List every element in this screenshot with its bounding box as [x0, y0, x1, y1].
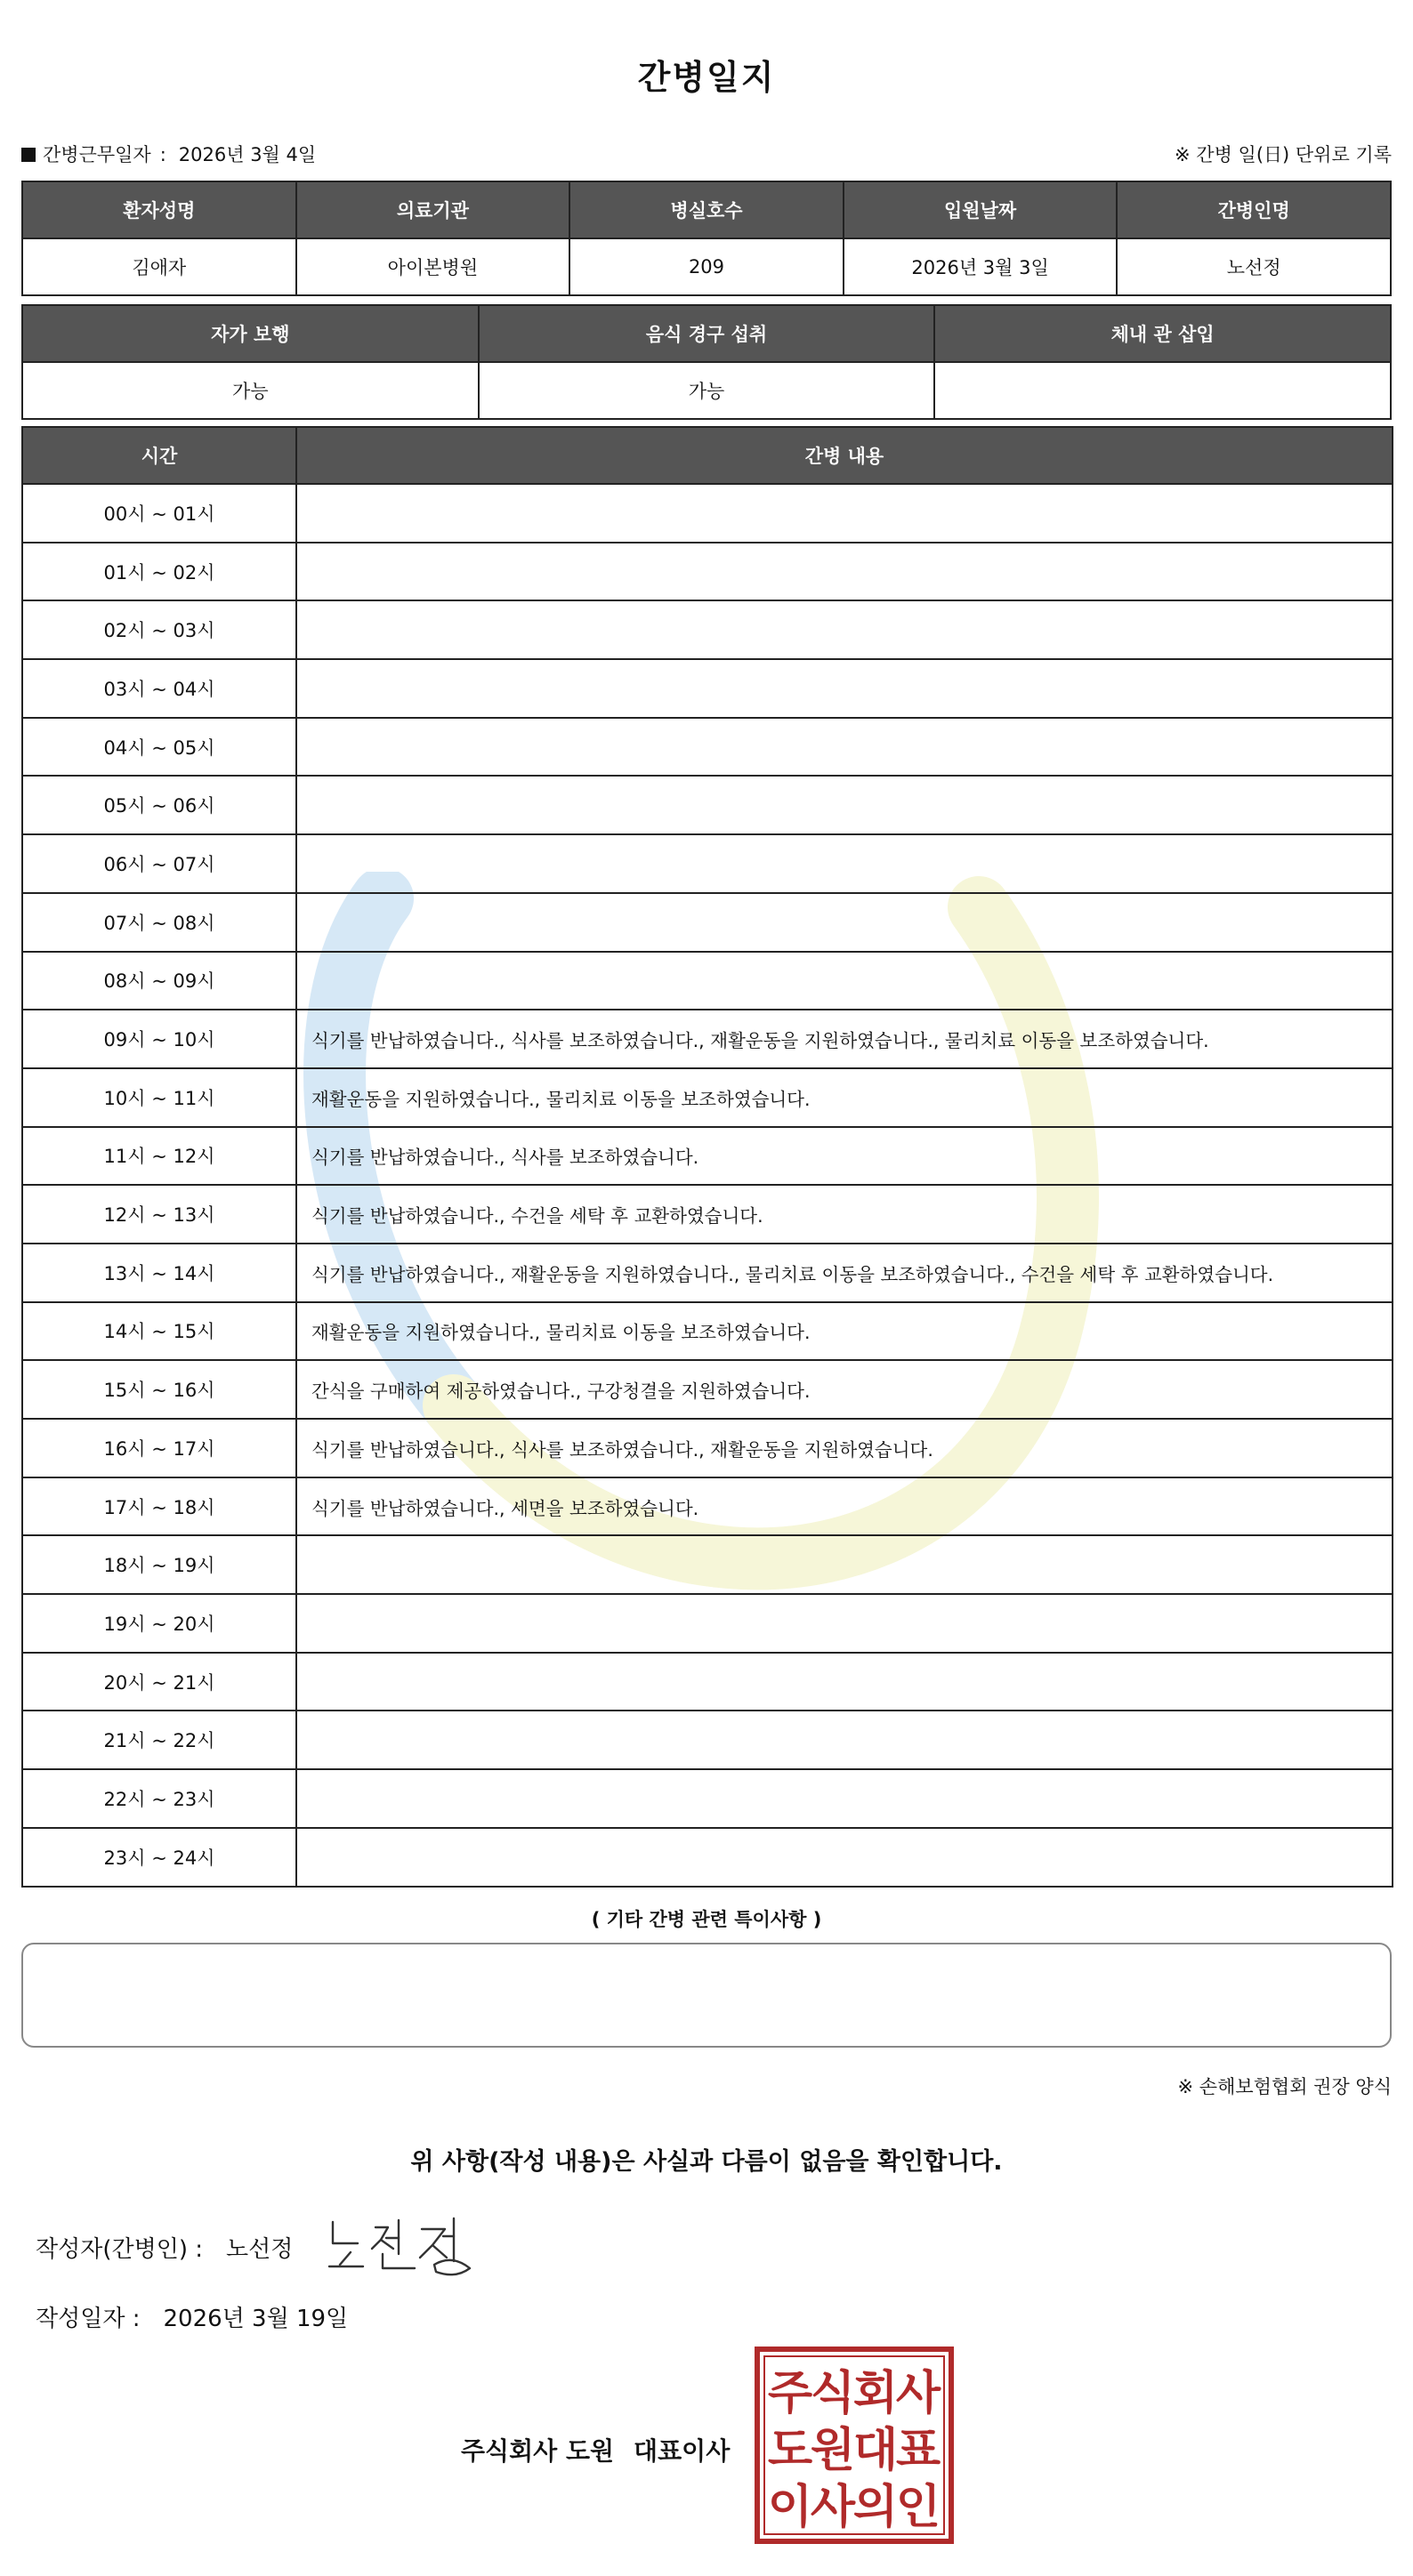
header-self-walking: 자가 보행 — [22, 305, 479, 362]
institution-name: 아이본병원 — [296, 238, 570, 295]
care-log-content — [296, 600, 1393, 659]
care-log-row — [22, 834, 1393, 893]
care-log-time: 02시 ~ 03시 — [22, 600, 296, 659]
seal-char: 인 — [895, 2481, 941, 2534]
care-log-content — [296, 893, 1393, 952]
seal-char: 표 — [895, 2424, 941, 2477]
care-log-row — [22, 543, 1393, 601]
header-time: 시간 — [22, 427, 296, 484]
writer-name: 노선정 — [226, 2236, 294, 2263]
care-log-time: 13시 ~ 14시 — [22, 1244, 296, 1302]
care-log-rows — [22, 484, 1393, 1887]
care-log-content: 재활운동을 지원하였습니다., 물리치료 이동을 보조하였습니다. — [296, 1068, 1393, 1127]
care-log-time: 01시 ~ 02시 — [22, 543, 296, 601]
care-log-content — [296, 1653, 1393, 1711]
seal-char: 대 — [852, 2424, 899, 2477]
care-log-time: 12시 ~ 13시 — [22, 1185, 296, 1244]
header-tube-insertion: 체내 관 삽입 — [934, 305, 1391, 362]
care-log-row — [22, 1535, 1393, 1594]
confirmation-statement: 위 사항(작성 내용)은 사실과 다름이 없음을 확인합니다. — [410, 2148, 1003, 2176]
care-log-content — [296, 834, 1393, 893]
header-care-content: 간병 내용 — [296, 427, 1393, 484]
write-date-label: 작성일자 : — [36, 2306, 141, 2332]
seal-char: 의 — [852, 2481, 899, 2534]
care-log-row — [22, 600, 1393, 659]
write-date-value: 2026년 3월 19일 — [163, 2306, 349, 2332]
care-log-time: 04시 ~ 05시 — [22, 718, 296, 777]
care-log-content: 식기를 반납하였습니다., 수건을 세탁 후 교환하였습니다. — [296, 1185, 1393, 1244]
special-notes-box — [21, 1943, 1392, 2048]
patient-table-value-row — [22, 238, 1391, 295]
info-row — [21, 141, 1392, 167]
care-log-time: 18시 ~ 19시 — [22, 1535, 296, 1594]
patient-table-header-row — [22, 181, 1391, 238]
status-table — [21, 304, 1392, 420]
care-log-time: 15시 ~ 16시 — [22, 1360, 296, 1419]
write-date-line — [36, 2300, 348, 2333]
care-log-row — [22, 952, 1393, 1010]
self-walking-value: 가능 — [22, 362, 479, 419]
care-log-content — [296, 718, 1393, 777]
record-unit-note: ※ 간병 일(日) 단위로 기록 — [1175, 144, 1392, 165]
admission-date: 2026년 3월 3일 — [844, 238, 1118, 295]
care-date-separator: : — [159, 144, 166, 165]
care-log-time: 22시 ~ 23시 — [22, 1769, 296, 1828]
care-log-time: 16시 ~ 17시 — [22, 1419, 296, 1477]
care-log-header-row — [22, 427, 1393, 484]
care-log-row — [22, 1127, 1393, 1186]
care-log-row — [22, 776, 1393, 834]
care-log-row — [22, 1010, 1393, 1068]
care-log-time: 05시 ~ 06시 — [22, 776, 296, 834]
care-log-row — [22, 484, 1393, 543]
care-log-table — [21, 426, 1393, 1888]
association-form-note: ※ 손해보험협회 권장 양식 — [1177, 2076, 1392, 2097]
care-log-row — [22, 1828, 1393, 1887]
care-log-time: 03시 ~ 04시 — [22, 659, 296, 718]
special-notes-title: ( 기타 간병 관련 특이사항 ) — [591, 1909, 822, 1930]
care-log-content — [296, 659, 1393, 718]
care-log-content — [296, 543, 1393, 601]
care-log-content: 재활운동을 지원하였습니다., 물리치료 이동을 보조하였습니다. — [296, 1302, 1393, 1361]
care-log-time: 07시 ~ 08시 — [22, 893, 296, 952]
status-table-header-row — [22, 305, 1391, 362]
care-date — [21, 141, 316, 167]
care-log-content — [296, 952, 1393, 1010]
care-log-content — [296, 1828, 1393, 1887]
caregiver-name: 노선정 — [1117, 238, 1391, 295]
patient-table — [21, 181, 1392, 296]
seal-char: 도 — [767, 2424, 813, 2477]
care-log-content: 식기를 반납하였습니다., 세면을 보조하였습니다. — [296, 1477, 1393, 1536]
seal-char: 원 — [810, 2424, 856, 2477]
seal-char: 이 — [767, 2481, 813, 2534]
care-log-time: 23시 ~ 24시 — [22, 1828, 296, 1887]
care-log-time: 21시 ~ 22시 — [22, 1711, 296, 1769]
header-admission-date: 입원날짜 — [844, 181, 1118, 238]
seal-char: 회 — [852, 2367, 899, 2420]
writer-label: 작성자(간병인) : — [36, 2236, 204, 2263]
care-log-row — [22, 1594, 1393, 1653]
seal-char: 사 — [895, 2367, 941, 2420]
care-log-row — [22, 718, 1393, 777]
header-room: 병실호수 — [569, 181, 844, 238]
care-log-row — [22, 1185, 1393, 1244]
care-log-row — [22, 1302, 1393, 1361]
company-name: 주식회사 도원 — [461, 2436, 615, 2466]
company-signature-line — [461, 2432, 730, 2467]
header-institution: 의료기관 — [296, 181, 570, 238]
care-date-label: 간병근무일자 — [43, 144, 151, 165]
tube-insertion-value — [934, 362, 1391, 419]
care-log-content — [296, 1711, 1393, 1769]
status-table-value-row — [22, 362, 1391, 419]
header-caregiver: 간병인명 — [1117, 181, 1391, 238]
care-log-content — [296, 1594, 1393, 1653]
care-log-row — [22, 1711, 1393, 1769]
care-log-content: 식기를 반납하였습니다., 식사를 보조하였습니다. — [296, 1127, 1393, 1186]
care-log-content: 식기를 반납하였습니다., 재활운동을 지원하였습니다., 물리치료 이동을 보조하였습니다., 수건을 세탁 후 교환하였습니다. — [296, 1244, 1393, 1302]
square-bullet-icon — [21, 148, 36, 162]
seal-char: 사 — [810, 2481, 856, 2534]
care-log-time: 19시 ~ 20시 — [22, 1594, 296, 1653]
care-log-content — [296, 1535, 1393, 1594]
care-log-row — [22, 1769, 1393, 1828]
care-log-time: 20시 ~ 21시 — [22, 1653, 296, 1711]
care-log-content — [296, 484, 1393, 543]
care-log-content: 식기를 반납하였습니다., 식사를 보조하였습니다., 재활운동을 지원하였습니다. — [296, 1419, 1393, 1477]
care-log-row — [22, 659, 1393, 718]
care-log-row — [22, 1360, 1393, 1419]
oral-intake-value: 가능 — [479, 362, 935, 419]
care-log-row — [22, 1244, 1393, 1302]
header-patient-name: 환자성명 — [22, 181, 296, 238]
patient-name: 김애자 — [22, 238, 296, 295]
care-log-time: 08시 ~ 09시 — [22, 952, 296, 1010]
room-number: 209 — [569, 238, 844, 295]
seal-char: 주 — [767, 2367, 813, 2420]
care-log-content: 식기를 반납하였습니다., 식사를 보조하였습니다., 재활운동을 지원하였습니다., 물리치료 이동을 보조하였습니다. — [296, 1010, 1393, 1068]
seal-char: 식 — [810, 2367, 856, 2420]
company-seal-stamp — [755, 2347, 954, 2544]
handwritten-signature — [327, 2210, 488, 2281]
care-log-row — [22, 1419, 1393, 1477]
care-log-time: 09시 ~ 10시 — [22, 1010, 296, 1068]
company-representative: 대표이사 — [634, 2436, 731, 2466]
care-log-row — [22, 1477, 1393, 1536]
header-oral-intake: 음식 경구 섭취 — [479, 305, 935, 362]
care-log-time: 06시 ~ 07시 — [22, 834, 296, 893]
care-log-time: 17시 ~ 18시 — [22, 1477, 296, 1536]
care-log-row — [22, 1653, 1393, 1711]
care-log-time: 14시 ~ 15시 — [22, 1302, 296, 1361]
writer-line — [36, 2231, 293, 2264]
care-log-content: 간식을 구매하여 제공하였습니다., 구강청결을 지원하였습니다. — [296, 1360, 1393, 1419]
care-log-row — [22, 1068, 1393, 1127]
care-date-value: 2026년 3월 4일 — [178, 144, 317, 165]
page-title: 간병일지 — [637, 58, 776, 97]
care-log-time: 11시 ~ 12시 — [22, 1127, 296, 1186]
care-log-content — [296, 1769, 1393, 1828]
care-log-content — [296, 776, 1393, 834]
care-log-row — [22, 893, 1393, 952]
care-log-time: 00시 ~ 01시 — [22, 484, 296, 543]
care-log-time: 10시 ~ 11시 — [22, 1068, 296, 1127]
